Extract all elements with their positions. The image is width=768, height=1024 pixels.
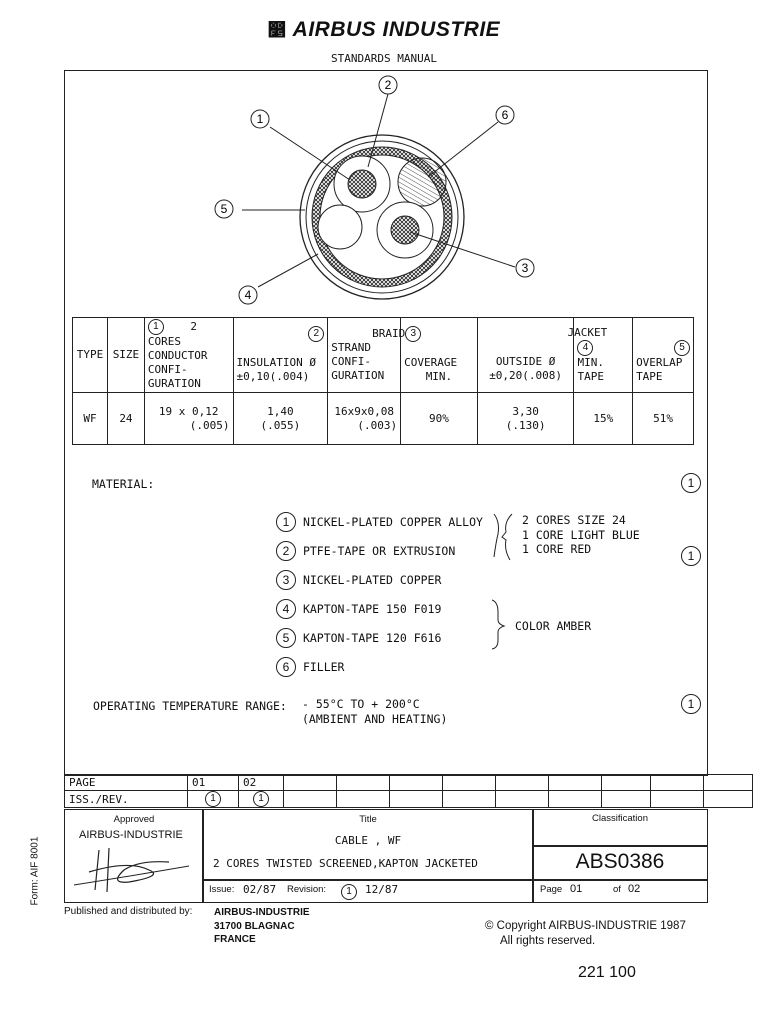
- filler-left: [318, 205, 362, 249]
- iss-rev-label: ISS./REV.: [65, 791, 188, 808]
- revision-mark: 1: [681, 545, 701, 566]
- revision-mark: 1: [681, 472, 701, 493]
- list-item: 2 PTFE-TAPE OR EXTRUSION: [276, 541, 483, 570]
- col-conductor: 1 2 CORES CONDUCTOR CONFI- GURATION: [144, 318, 233, 393]
- group-braid: BRAID: [372, 327, 406, 340]
- approver: AIRBUS-INDUSTRIE: [79, 829, 183, 841]
- company-logo: [0, 18, 768, 42]
- list-item: 6 FILLER: [276, 657, 483, 686]
- col-coverage: BRAID 3 COVERAGE MIN.: [401, 318, 478, 393]
- cores-note: 2 CORES SIZE 24 1 CORE LIGHT BLUE 1 CORE RED: [522, 513, 640, 556]
- group-cores: 2 CORES: [147, 320, 198, 348]
- material-list: [276, 512, 483, 686]
- temp-note: (AMBIENT AND HEATING): [302, 712, 448, 726]
- document-code: 221 100: [578, 964, 636, 981]
- callout-5: 5: [220, 202, 228, 216]
- core-1-conductor: [348, 170, 376, 198]
- list-item: 1 NICKEL-PLATED COPPER ALLOY: [276, 512, 483, 541]
- signature-icon: [69, 840, 199, 895]
- core-2-conductor: [391, 216, 419, 244]
- color-note: COLOR AMBER: [515, 619, 592, 633]
- col-min-tape: JACKET 4 MIN. TAPE: [574, 318, 633, 393]
- page-label: PAGE: [65, 775, 188, 791]
- list-item: 4 KAPTON-TAPE 150 F019: [276, 599, 483, 628]
- doc-number: ABS0386: [575, 850, 665, 873]
- group-jacket: JACKET: [567, 326, 608, 339]
- list-item: 3 NICKEL-PLATED COPPER: [276, 570, 483, 599]
- callout-1: 1: [256, 112, 264, 126]
- callout-4: 4: [244, 288, 252, 302]
- page-revision-table: PAGE 01 02 ISS./REV. 1 1: [64, 774, 753, 808]
- callout-6: 6: [501, 108, 509, 122]
- temp-range: - 55°C TO + 200°C: [302, 697, 420, 711]
- col-size: SIZE: [107, 318, 144, 393]
- doc-title-line2: 2 CORES TWISTED SCREENED,KAPTON JACKETED: [213, 857, 478, 870]
- doc-title-line1: CABLE , WF: [334, 834, 402, 847]
- revision-mark: 1: [681, 693, 701, 714]
- temp-label: OPERATING TEMPERATURE RANGE:: [93, 699, 287, 713]
- list-item: 5 KAPTON-TAPE 120 F616: [276, 628, 483, 657]
- callout-3: 3: [521, 261, 529, 275]
- rights: All rights reserved.: [500, 935, 596, 947]
- page-cell: Page 01 of 02: [532, 879, 708, 903]
- col-overlap-tape: 5 OVERLAP TAPE: [633, 318, 694, 393]
- col-strand: STRAND CONFI- GURATION: [328, 318, 401, 393]
- brace-kapton: [490, 598, 510, 650]
- published-by: Published and distributed by:: [64, 906, 193, 917]
- classification-cell: Classification: [532, 809, 708, 847]
- doc-number-cell: [532, 845, 708, 881]
- company-name: AIRBUS INDUSTRIE: [292, 18, 501, 41]
- callout-2: 2: [384, 78, 392, 92]
- col-type: TYPE: [73, 318, 108, 393]
- approval-cell: Approved AIRBUS-INDUSTRIE: [64, 809, 204, 903]
- title-cell: Title CABLE , WF 2 CORES TWISTED SCREENED,KAPTON JACKETED: [202, 809, 534, 881]
- brace-cores: [490, 512, 520, 562]
- issue-cell: Issue: 02/87 Revision: 1 12/87: [202, 879, 534, 903]
- manual-title: STANDARDS MANUAL: [331, 52, 437, 65]
- table-row: WF 24 19 x 0,12 (.005) 1,40 (.055) 16x9x0,08 (.003) 90% 3,30 (.130) 15% 51%: [73, 393, 694, 445]
- cable-cross-section-diagram: [200, 72, 560, 312]
- filler-6: [398, 158, 446, 206]
- airbus-swirl-icon: ෵: [267, 20, 287, 40]
- copyright: © Copyright AIRBUS-INDUSTRIE 1987: [485, 920, 686, 932]
- col-insulation: 2 INSULATION Ø ±0,10(.004): [233, 318, 328, 393]
- material-label: MATERIAL:: [92, 477, 155, 491]
- publisher-address: AIRBUS-INDUSTRIE 31700 BLAGNAC FRANCE: [214, 907, 310, 945]
- form-number: Form: AIF 8001: [29, 836, 41, 906]
- cable-spec-table: [72, 317, 694, 445]
- col-outside: OUTSIDE Ø ±0,20(.008): [477, 318, 574, 393]
